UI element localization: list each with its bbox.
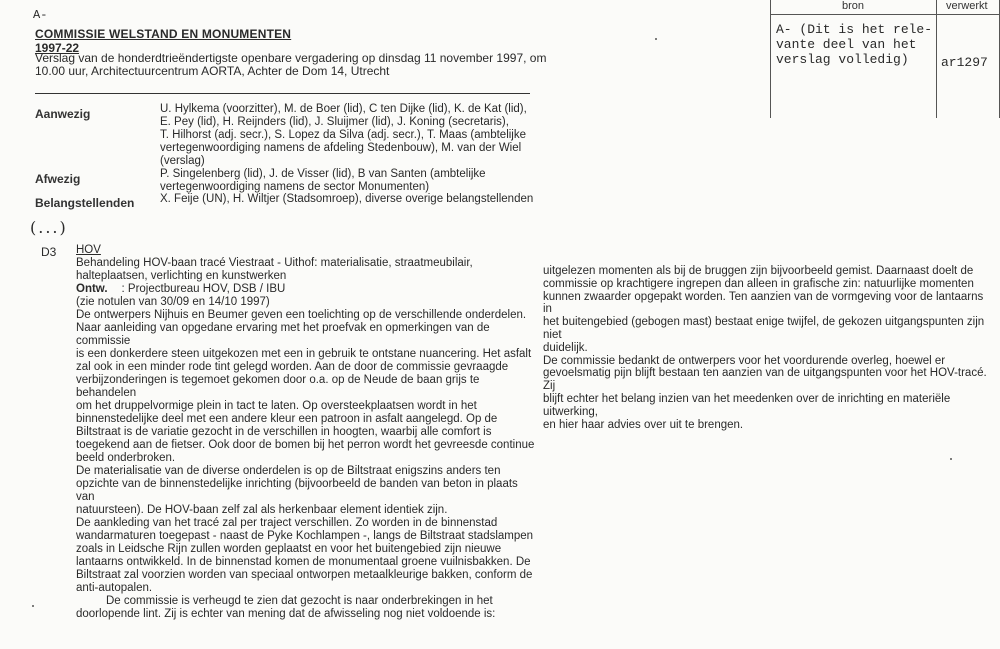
archive-stamp-box — [770, 0, 1000, 118]
designer-line — [76, 283, 538, 296]
continued-line: en hier haar advies over uit te brengen. — [543, 418, 744, 431]
scan-speck — [655, 38, 657, 40]
present-line: (verslag) — [160, 155, 205, 167]
header-divider — [35, 93, 530, 94]
continued-line: kunnen zwaarder opgepakt worden. Ten aanzien van de vormgeving voor de lantaarns in — [543, 290, 984, 316]
closing-line: De commissie is verheugd te zien dat gezocht is naar onderbrekingen in het — [106, 595, 493, 607]
absent-line: P. Singelenberg (lid), J. de Visser (lid), B van Santen (ambtelijke — [160, 168, 486, 180]
item-column-right — [543, 265, 988, 431]
present-label: Aanwezig — [35, 107, 91, 121]
stamp-col-verwerkt: verwerkt — [946, 0, 988, 12]
continued-line: gevoelsmatig pijn blijft bestaan ten aanzien van de uitgangspunten voor het HOV-tracé. Zij — [543, 367, 987, 393]
present-line: U. Hylkema (voorzitter), M. de Boer (lid), C ten Dijke (lid), K. de Kat (lid), — [160, 103, 527, 115]
continued-line: duidelijk. — [543, 341, 588, 354]
subtitle-line: 10.00 uur, Architectuurcentrum AORTA, Achter de Dom 14, Utrecht — [35, 64, 390, 78]
present-list — [160, 103, 540, 168]
item-description-line: halteplaatsen, verlichting en kunstwerken — [76, 270, 287, 282]
notes-reference: (zie notulen van 30/09 en 14/10 1997) — [76, 296, 270, 308]
body-line: anti-autopalen. — [76, 582, 153, 594]
body-line: toegekend aan de fietser. Ook door de bomen bij het perron wordt het gevreesde continue — [76, 439, 535, 451]
stamp-note-line: verslag volledig) — [776, 52, 909, 67]
body-line: De ontwerpers Nijhuis en Beumer geven een toelichting op de verschillende onderdelen. — [76, 309, 527, 321]
stamp-note-line: A- (Dit is het rele- — [776, 22, 933, 37]
body-line: binnenstedelijke deel met een andere kleur een patroon in asfalt aangelegd. Op de — [76, 413, 498, 425]
body-line: om het druppelvormige plein in tact te laten. Op oversteekplaatsen wordt in het — [76, 400, 477, 412]
item-description-line: Behandeling HOV-baan tracé Viestraat - Uithof: materialisatie, straatmeubilair, — [76, 257, 473, 269]
omission-mark: (...) — [30, 218, 68, 237]
body-line: is een donkerdere steen uitgekozen met een in gebruik te ontstane nuancering. Het asfalt — [76, 348, 532, 360]
document-title: COMMISSIE WELSTAND EN MONUMENTEN — [35, 27, 292, 41]
body-line: verbijzonderingen is tegemoet gekomen door o.a. op de Neude de baan grijs te behandelen — [76, 374, 480, 399]
scan-speck — [950, 458, 952, 460]
continued-line: De commissie bedankt de ontwerpers voor het voordurende overleg, hoewel er — [543, 354, 946, 367]
body-line: De aankleding van het tracé zal per traject verschillen. Zo worden in de binnenstad — [76, 517, 498, 529]
absent-list — [160, 168, 540, 194]
stamp-col-bron: bron — [842, 0, 865, 12]
body-line: wandarmaturen toegepast - naast de Pyke Kochlampen -, langs de Biltstraat stadslampen — [76, 530, 534, 542]
stakeholders-list — [160, 193, 540, 206]
continued-line: uitgelezen momenten als bij de bruggen zijn bijvoorbeeld gemist. Daarnaast doelt de — [543, 265, 974, 277]
body-line: Biltstraat is de variatie gezocht in de verschillen in hoogten, waarbij alle comfort is — [76, 426, 492, 438]
body-line: beeld onderbroken. — [76, 452, 176, 464]
body-line: zoals in Leidsche Rijn zullen worden geplaatst en voor het buitengebied zijn nieuwe — [76, 543, 502, 555]
subtitle-line: Verslag van de honderdtrieëndertigste openbare vergadering op dinsdag 11 november 1997, om — [35, 51, 547, 65]
body-line: Naar aanleiding van opgedane ervaring met het proefvak en opmerkingen van de commissie — [76, 322, 490, 347]
designer-label: Ontw. — [76, 283, 108, 295]
body-line: lantaarns ontwikkeld. In de binnenstad komen de monumentaal groene vuilnisbakken. De — [76, 556, 531, 568]
document-number: 1997-22 — [35, 41, 80, 55]
body-line: Biltstraat zal voorzien worden van speciaal ontworpen metaalkleurige bakken, conform de — [76, 569, 533, 581]
scan-speck — [32, 605, 34, 607]
item-heading: HOV — [76, 244, 101, 256]
item-code: D3 — [41, 245, 57, 259]
closing-line: doorlopende lint. Zij is echter van mening dat de afwisseling nog niet voldoende is: — [76, 608, 496, 620]
continued-line: blijft echter het belang inzien van het meedenken over de inrichting en materiële uitwerking, — [543, 392, 951, 418]
stamp-note — [776, 22, 936, 67]
present-line: T. Hilhorst (adj. secr.), S. Lopez da Silva (adj. secr.), T. Maas (ambtelijke — [160, 129, 527, 141]
absent-line: vertegenwoordiging namens de sector Monumenten) — [160, 181, 430, 193]
absent-label: Afwezig — [35, 172, 81, 186]
present-line: vertegenwoordiging namens de afdeling Stedenbouw), M. van der Wiel — [160, 142, 522, 154]
corner-mark: A- — [33, 8, 48, 22]
document-subtitle — [35, 52, 555, 78]
stamp-code: ar1297 — [941, 55, 988, 70]
stakeholders-line: X. Feije (UN), H. Wiltjer (Stadsomroep), diverse overige belangstellenden — [160, 193, 534, 205]
body-line: natuursteen). De HOV-baan zelf zal als herkenbaar element identiek zijn. — [76, 504, 448, 516]
stakeholders-label: Belangstellenden — [35, 196, 135, 210]
body-line: De materialisatie van de diverse onderdelen is op de Biltstraat enigszins anders ten — [76, 465, 501, 477]
designer-value: : Projectbureau HOV, DSB / IBU — [121, 283, 286, 295]
continued-line: het buitengebied (gebogen mast) bestaat enige twijfel, de gekozen uitgangspunten zijn niet — [543, 316, 985, 341]
continued-line: commissie op krachtigere ingrepen dan alleen in grafische zin: natuurlijke momenten — [543, 277, 974, 290]
item-column-left — [76, 244, 538, 621]
body-line: zal ook in een minder rode tint gelegd worden. Aan de door de commissie gevraagde — [76, 361, 509, 373]
present-line: E. Pey (lid), H. Reijnders (lid), J. Sluijmer (lid), J. Koning (secretaris), — [160, 116, 509, 128]
stamp-note-line: vante deel van het — [776, 37, 917, 52]
body-line: opzichte van de binnenstedelijke inrichting (bijvoorbeeld de banden van beton in plaats van — [76, 478, 518, 503]
